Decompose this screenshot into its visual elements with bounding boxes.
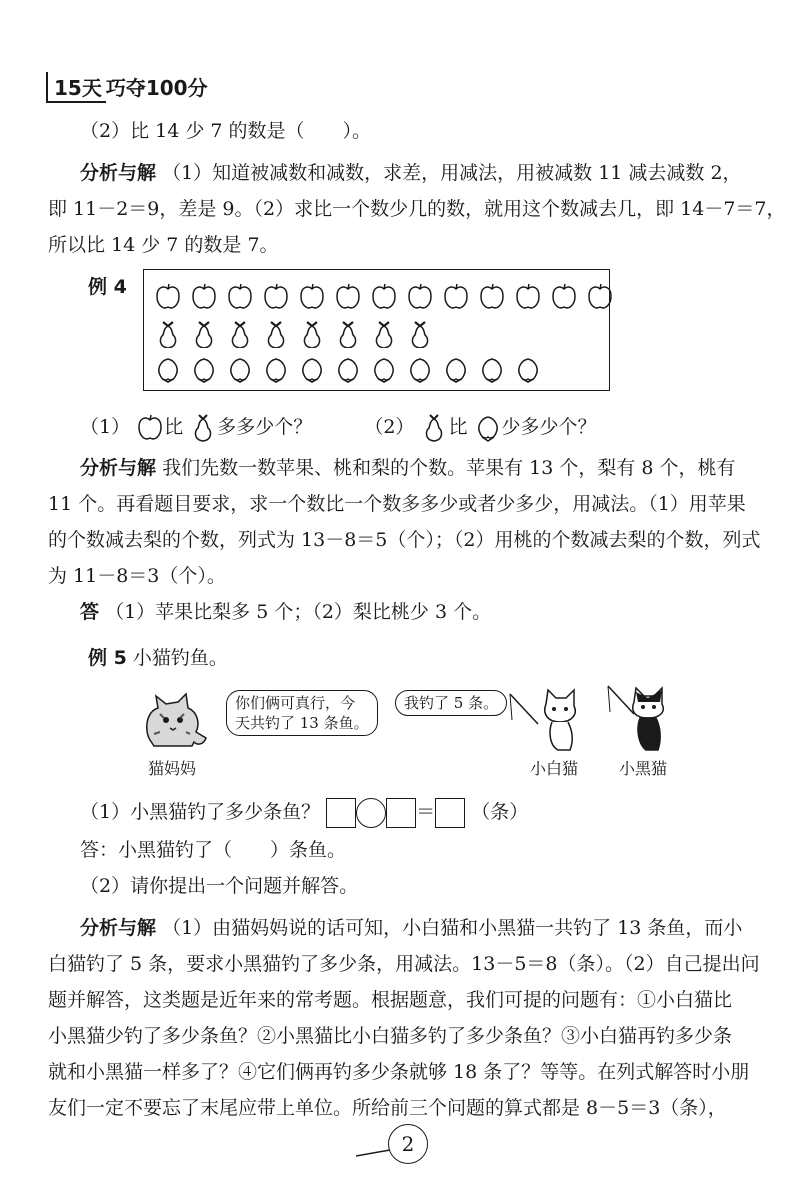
example5-answer1: 答：小黑猫钓了（ ）条鱼。 [80,839,347,861]
apple-icon [334,282,362,310]
apple-icon [550,282,578,310]
pear-icon [420,413,448,443]
peach-icon [406,356,434,384]
apple-icon [298,282,326,310]
apple-icon [262,282,290,310]
apple-icon [226,282,254,310]
mother-speech-line1: 你们俩可真行，今 [235,694,356,712]
pear-icon [154,320,182,348]
pear-icon [189,413,217,443]
apple-icon [442,282,470,310]
answer4-text: （1）苹果比梨多 5 个；（2）梨比桃少 3 个。 [105,601,492,623]
analysis1-line2: 即 11－2＝9，差是 9。（2）求比一个数少几的数，就用这个数减去几，即 14－7＝7， [48,198,786,220]
analysis1-line1: （1）知道被减数和减数，求差，用减法，用被减数 11 减去减数 2， [162,162,742,184]
q2-prefix: （2） [364,416,415,438]
analysis1-line3: 所以比 14 少 7 的数是 7。 [48,234,279,256]
example4-label: 例 4 [88,276,127,298]
black-cat-illustration [604,684,674,754]
example5-question1: （1）小黑猫钓了多少条鱼？ [80,801,321,823]
analysis-label: 分析与解 [80,162,157,184]
apple-row [154,282,614,310]
example3-question2: （2）比 14 少 7 的数是（ ）。 [80,120,372,142]
answer-box-1[interactable] [326,798,356,828]
caption-mother-cat: 猫妈妈 [148,759,197,778]
peach-icon [154,356,182,384]
analysis3-line4: 小黑猫少钓了多少条鱼？②小黑猫比小白猫多钓了多少条鱼？③小白猫再钓多少条 [48,1025,733,1047]
analysis2-line2: 11 个。再看题目要求，求一个数比一个数多多少或者少多少，用减法。（1）用苹果 [48,493,746,515]
example5-question2: （2）请你提出一个问题并解答。 [80,875,359,897]
header-title: 巧夺100分 [105,76,208,100]
answer-box-2[interactable] [386,798,416,828]
pear-row [154,320,434,348]
analysis3-line6: 友们一定不要忘了末尾应带上单位。所给前三个问题的算式都是 8－5＝3（条）， [48,1097,727,1119]
pear-icon [262,320,290,348]
analysis3-line5: 就和小黑猫一样多了？④它们俩再钓多少条就够 18 条了？等等。在列式解答时小朋 [48,1061,750,1083]
analysis2-line3: 的个数减去梨的个数，列式为 13－8＝5（个）；（2）用桃的个数减去梨的个数，列式 [48,529,761,551]
operator-circle[interactable] [356,798,386,828]
fruit-box [143,269,610,391]
pear-icon [190,320,218,348]
pear-icon [370,320,398,348]
peach-icon [298,356,326,384]
unit-label: （条） [471,801,529,823]
example5-label: 例 5 [88,647,127,669]
white-cat-speech-bubble: 我钓了 5 条。 [395,690,507,716]
apple-icon [154,282,182,310]
apple-icon [586,282,614,310]
peach-icon [478,356,506,384]
page-number: 2 [388,1124,428,1164]
answer-label: 答 [80,601,100,623]
answer-box-3[interactable] [435,798,465,828]
equals-sign: ＝ [416,801,436,823]
page-header [46,72,208,103]
apple-icon [190,282,218,310]
peach-icon [262,356,290,384]
pear-icon [334,320,362,348]
q1-compare: 比 [164,416,184,438]
apple-icon [370,282,398,310]
mother-speech-bubble [226,690,378,736]
pear-icon [298,320,326,348]
peach-row [154,356,542,384]
mother-cat-illustration [140,690,212,750]
peach-icon [442,356,470,384]
apple-icon [136,413,164,443]
pear-icon [406,320,434,348]
analysis-label: 分析与解 [80,457,157,479]
analysis3-line2: 白猫钓了 5 条，要求小黑猫钓了多少条，用减法。13－5＝8（条）。（2）自己提出问 [48,953,760,975]
analysis2-line1: 我们先数一数苹果、桃和梨的个数。苹果有 13 个，梨有 8 个，桃有 [162,457,736,479]
header-day: 15天 [46,72,106,103]
apple-icon [478,282,506,310]
peach-icon [370,356,398,384]
peach-icon [474,413,502,443]
analysis3-line3: 题并解答，这类题是近年来的常考题。根据题意，我们可提的问题有：①小白猫比 [48,989,733,1011]
caption-white-cat: 小白猫 [530,759,579,778]
pear-icon [226,320,254,348]
peach-icon [514,356,542,384]
peach-icon [334,356,362,384]
mother-speech-line2: 天共钓了 13 条鱼。 [235,714,369,732]
analysis-label: 分析与解 [80,917,157,939]
analysis3-line1: （1）由猫妈妈说的话可知，小白猫和小黑猫一共钓了 13 条鱼，而小 [162,917,743,939]
white-cat-illustration [508,684,588,754]
peach-icon [190,356,218,384]
q1-prefix: （1） [80,416,131,438]
analysis2-line4: 为 11－8＝3（个）。 [48,565,226,587]
apple-icon [514,282,542,310]
q2-suffix: 少多少个？ [501,416,597,438]
peach-icon [226,356,254,384]
apple-icon [406,282,434,310]
caption-black-cat: 小黑猫 [619,759,668,778]
q1-suffix: 多多少个？ [217,416,313,438]
q2-compare: 比 [448,416,468,438]
example5-title: 小猫钓鱼。 [132,647,228,669]
